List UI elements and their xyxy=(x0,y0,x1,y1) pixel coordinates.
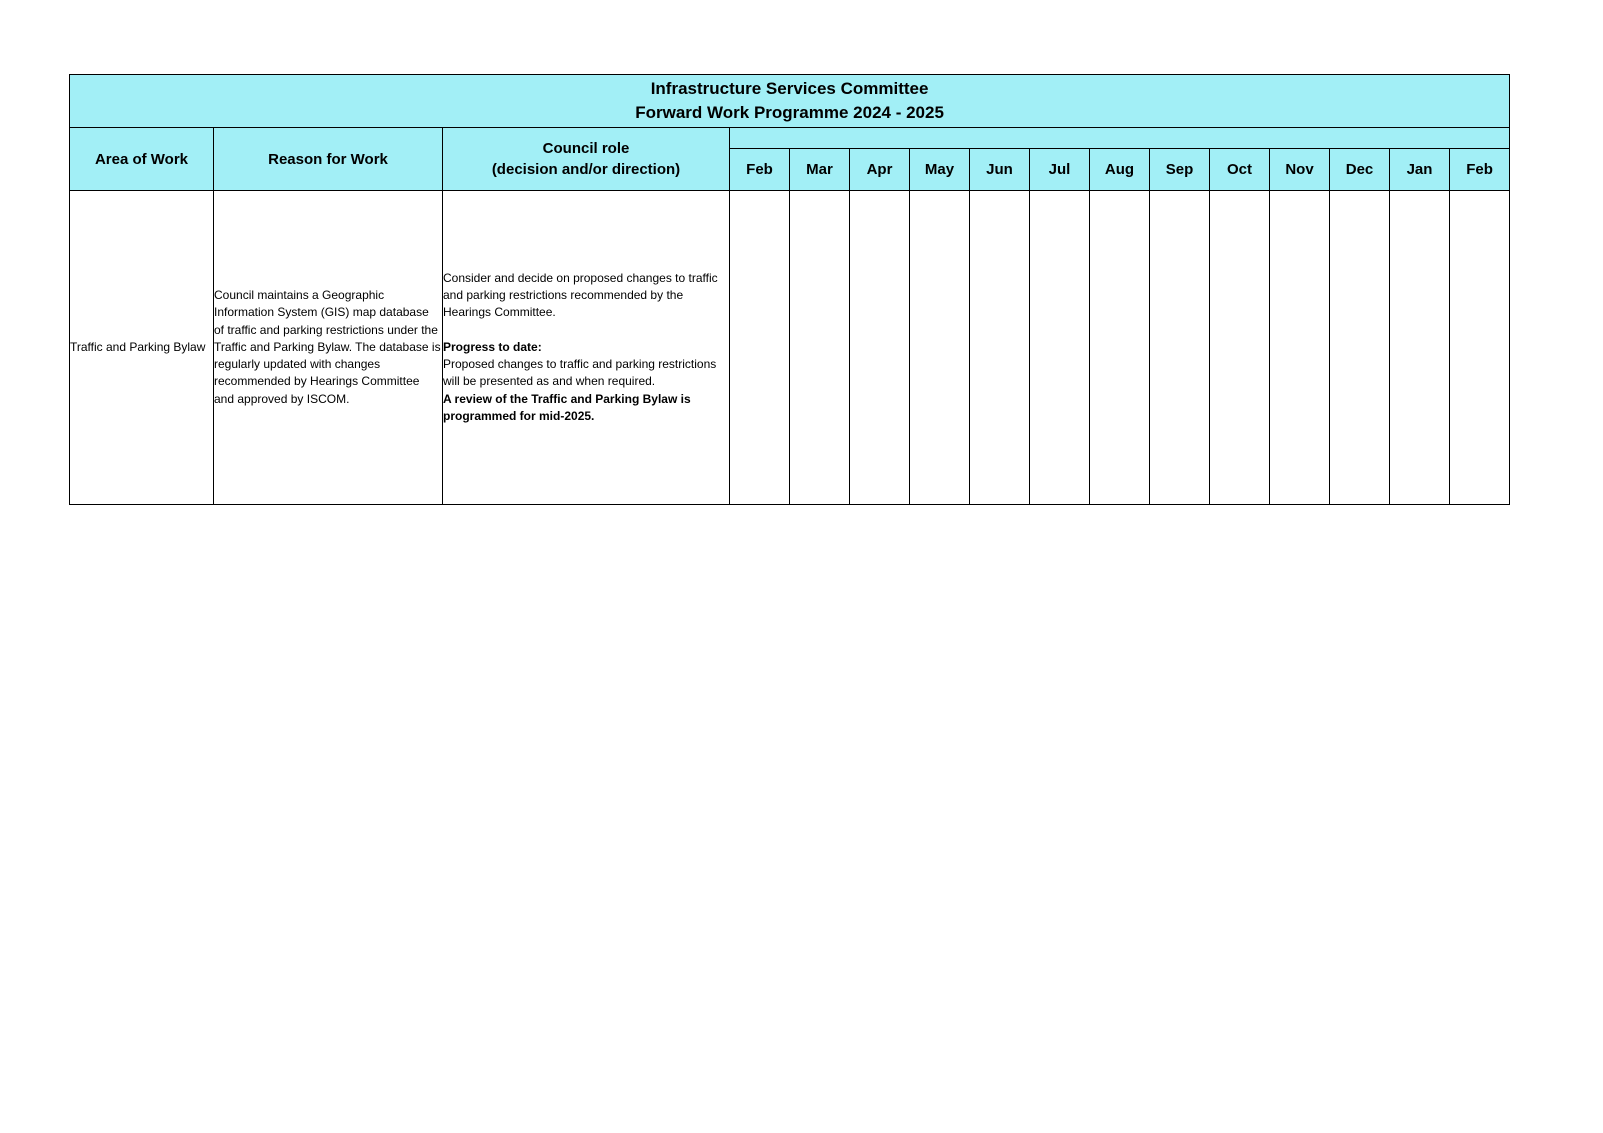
month-header: Feb xyxy=(730,149,790,191)
month-cell xyxy=(1210,191,1270,505)
month-cell xyxy=(730,191,790,505)
month-header: Dec xyxy=(1330,149,1390,191)
month-cell xyxy=(1090,191,1150,505)
column-header-reason: Reason for Work xyxy=(214,128,443,191)
month-cell xyxy=(1030,191,1090,505)
progress-text: Proposed changes to traffic and parking restrictions will be presented as and when required. xyxy=(443,357,717,389)
month-cell xyxy=(970,191,1030,505)
month-header: Jan xyxy=(1390,149,1450,191)
month-header: Sep xyxy=(1150,149,1210,191)
title-line-2: Forward Work Programme 2024 - 2025 xyxy=(635,103,944,122)
reason-for-work-cell: Council maintains a Geographic Information System (GIS) map database of traffic and parking restrictions under the Traffic and Parking Bylaw. The database is regularly updated with changes recommended by Hearings Committee and approved by ISCOM. xyxy=(214,191,443,505)
month-cell xyxy=(1390,191,1450,505)
month-header: Oct xyxy=(1210,149,1270,191)
month-cell xyxy=(850,191,910,505)
paragraph-spacer xyxy=(443,322,729,339)
month-header: Jun xyxy=(970,149,1030,191)
area-of-work-cell: Traffic and Parking Bylaw xyxy=(70,191,214,505)
month-cell xyxy=(1330,191,1390,505)
column-header-row xyxy=(70,128,1510,149)
month-header: Feb xyxy=(1450,149,1510,191)
title-row xyxy=(70,75,1510,128)
council-role-line-1: Council role xyxy=(542,140,630,157)
month-header: Aug xyxy=(1090,149,1150,191)
page-title xyxy=(70,75,1510,128)
column-header-council-role xyxy=(443,128,730,191)
month-group-header xyxy=(730,128,1510,149)
council-role-line-2: (decision and/or direction) xyxy=(491,161,681,178)
month-cell xyxy=(1450,191,1510,505)
month-cell xyxy=(1270,191,1330,505)
progress-label: Progress to date: xyxy=(443,339,542,354)
month-header: May xyxy=(910,149,970,191)
title-line-1: Infrastructure Services Committee xyxy=(650,79,929,98)
work-programme-sheet xyxy=(69,74,1507,505)
month-header: Jul xyxy=(1030,149,1090,191)
month-cell xyxy=(790,191,850,505)
council-role-cell xyxy=(443,191,730,505)
table-row xyxy=(70,191,1510,505)
month-header: Nov xyxy=(1270,149,1330,191)
forward-work-programme-table xyxy=(69,74,1510,505)
month-header: Apr xyxy=(850,149,910,191)
month-header: Mar xyxy=(790,149,850,191)
progress-review-note: A review of the Traffic and Parking Bylaw is programmed for mid-2025. xyxy=(443,391,691,423)
month-cell xyxy=(910,191,970,505)
column-header-area: Area of Work xyxy=(70,128,214,191)
month-cell xyxy=(1150,191,1210,505)
council-role-intro: Consider and decide on proposed changes to traffic and parking restrictions recommended by the Hearings Committee. xyxy=(443,270,718,320)
